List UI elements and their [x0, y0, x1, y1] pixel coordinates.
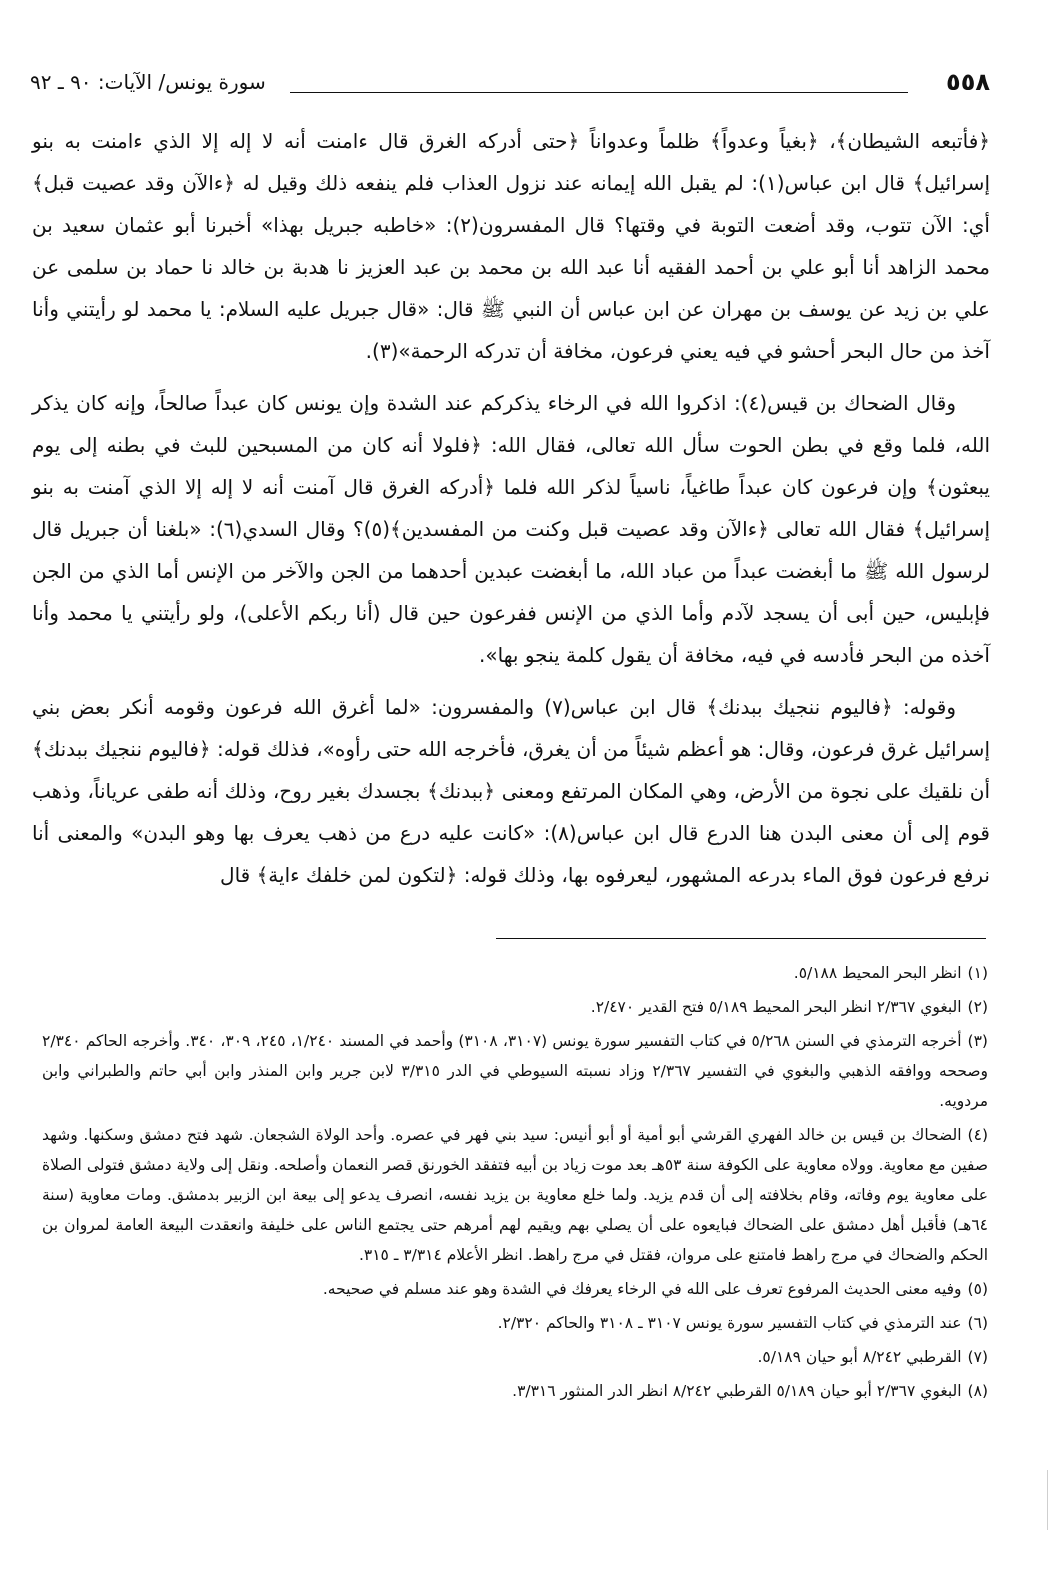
footnote: [42, 1120, 988, 1270]
footnote-number: (٥): [967, 1280, 988, 1298]
footnotes: [42, 958, 988, 1410]
main-text: [32, 120, 990, 906]
footnote-number: (٣): [967, 1032, 988, 1050]
footnote-number: (٦): [967, 1314, 988, 1332]
body-paragraph: ﴿فأتبعه الشيطان﴾، ﴿بغياً وعدواً﴾ ظلماً وعدواناً ﴿حتى أدركه الغرق قال ءامنت أنه لا إله إلا الذي ءامنت به بنو إسرائيل﴾ قال ابن عباس(١): لم يقبل الله إيمانه عند نزول العذاب فلم ينفعه ذلك وقيل له ﴿ءالآن وقد عصيت قبل﴾ أي: الآن تتوب، وقد أضعت التوبة في وقتها؟ قال المفسرون(٢): «خاطبه جبريل بهذا» أخبرنا أبو عثمان سعيد بن محمد الزاهد أنا أبو علي بن أحمد الفقيه أنا عبد الله بن محمد بن عبد العزيز نا هدبة بن خالد نا حماد بن سلمى عن علي بن زيد عن يوسف بن مهران عن ابن عباس أن النبي ﷺ قال: «قال جبريل عليه السلام: يا محمد لو رأيتني وأنا آخذ من حال البحر أحشو في فيه يعني فرعون، مخافة أن تدركه الرحمة»(٣).: [32, 129, 991, 363]
footnote: [42, 1342, 988, 1372]
footnote-text: الضحاك بن قيس بن خالد الفهري القرشي أبو أمية أو أبو أنيس: سيد بني فهر في عصره. وأحد الولاة الشجعان. شهد فتح دمشق وسكنها. وشهد صفين مع معاوية. وولاه معاوية على الكوفة سنة ٥٣هـ بعد موت زياد بن أبيه فتفقد الخورنق قصر النعمان وأصلحه. ونقل إلى ولاية دمشق فتولى الصلاة على معاوية يوم وفاته، وقام بخلافته إلى أن قدم يزيد. ولما خلع معاوية بن يزيد نفسه، انصرف يدعو إلى بيعة ابن الزبير بدمشق. ومات معاوية (سنة ٦٤هـ) فأقبل أهل دمشق على الضحاك فبايعوه على أن يصلي بهم ويقيم لهم أمرهم حتى يجتمع الناس على خليفة وانعقدت البيعة العامة لمروان بن الحكم والضحاك في مرج راهط فامتنع على مروان، فقتل في مرج راهط. انظر الأعلام ٣/٣١٤ ـ ٣١٥.: [42, 1126, 988, 1264]
footnote: [42, 1274, 988, 1304]
footnote-number: (٤): [967, 1126, 988, 1144]
footnote-text: القرطبي ٨/٢٤٢ أبو حيان ٥/١٨٩.: [757, 1348, 962, 1366]
footnote-text: أخرجه الترمذي في السنن ٥/٢٦٨ في كتاب التفسير سورة يونس (٣١٠٧، ٣١٠٨) وأحمد في المسند ١/٢٤٠، ٢٤٥، ٣٠٩، ٣٤٠. وأخرجه الحاكم ٢/٣٤٠ وصححه ووافقه الذهبي والبغوي في التفسير ٢/٣٦٧ وزاد نسبته السيوطي في الدر ٣/٣١٥ لابن جرير وابن المنذر وابن أبي حاتم والطبراني وابن مردويه.: [42, 1032, 988, 1110]
footnote: [42, 1308, 988, 1338]
page-header: [30, 62, 990, 106]
footnote-number: (١): [967, 964, 988, 982]
footnote-text: وفيه معنى الحديث المرفوع تعرف على الله في الرخاء يعرفك في الشدة وهو عند مسلم في صحيحه.: [322, 1280, 962, 1298]
footnote: [42, 958, 988, 988]
footnote-text: البغوي ٢/٣٦٧ أبو حيان ٥/١٨٩ القرطبي ٨/٢٤٢ انظر الدر المنثور ٣/٣١٦.: [512, 1382, 962, 1400]
footnote-number: (٢): [967, 998, 988, 1016]
page-number: ٥٥٨: [946, 68, 990, 96]
body-paragraph: وقال الضحاك بن قيس(٤): اذكروا الله في الرخاء يذكركم عند الشدة وإن يونس كان عبداً صالحاً، وإنه كان يذكر الله، فلما وقع في بطن الحوت سأل الله تعالى، فقال الله: ﴿فلولا أنه كان من المسبحين للبث في بطنه إلى يوم يبعثون﴾ وإن فرعون كان عبداً طاغياً، ناسياً لذكر الله فلما ﴿أدركه الغرق قال آمنت أنه لا إله إلا الذي آمنت به بنو إسرائيل﴾ فقال الله تعالى ﴿ءالآن وقد عصيت قبل وكنت من المفسدين﴾(٥)؟ وقال السدي(٦): «بلغنا أن جبريل قال لرسول الله ﷺ ما أبغضت عبداً من عباد الله، ما أبغضت عبدين أحدهما من الجن والآخر من الإنس أما الذي من الجن فإبليس، حين أبى أن يسجد لآدم وأما الذي من الإنس ففرعون حين قال (أنا ربكم الأعلى)، ولو رأيتني يا محمد وأنا آخذه من البحر فأدسه في فيه، مخافة أن يقول كلمة ينجو بها».: [32, 391, 990, 667]
footnote-number: (٧): [967, 1348, 988, 1366]
running-title: سورة يونس/ الآيات: ٩٠ ـ ٩٢: [30, 70, 266, 94]
footnote-text: انظر البحر المحيط ٥/١٨٨.: [793, 964, 962, 982]
body-paragraph: وقوله: ﴿فاليوم ننجيك ببدنك﴾ قال ابن عباس(٧) والمفسرون: «لما أغرق الله فرعون وقومه أنكر بعض بني إسرائيل غرق فرعون، وقال: هو أعظم شيئاً من أن يغرق، فأخرجه الله حتى رأوه»، فذلك قوله: ﴿فاليوم ننجيك ببدنك﴾ أن نلقيك على نجوة من الأرض، وهي المكان المرتفع ومعنى ﴿ببدنك﴾ بجسدك بغير روح، وذلك أنه طفى عرياناً، وذهب قوم إلى أن معنى البدن هنا الدرع قال ابن عباس(٨): «كانت عليه درع من ذهب يعرف بها وهو البدن» والمعنى أنا نرفع فرعون فوق الماء بدرعه المشهور، ليعرفوه بها، وذلك قوله: ﴿لتكون لمن خلفك ءاية﴾ قال: [32, 695, 990, 887]
footnote-text: عند الترمذي في كتاب التفسير سورة يونس ٣١٠٧ ـ ٣١٠٨ والحاكم ٢/٣٢٠.: [497, 1314, 962, 1332]
scan-edge-mark: [1047, 1470, 1048, 1530]
footnote: [42, 1026, 988, 1116]
footnote-number: (٨): [967, 1382, 988, 1400]
footnote-text: البغوي ٢/٣٦٧ انظر البحر المحيط ٥/١٨٩ فتح القدير ٢/٤٧٠.: [590, 998, 962, 1016]
footnote: [42, 992, 988, 1022]
header-rule: [290, 92, 908, 93]
footnote: [42, 1376, 988, 1406]
footnote-separator: [496, 938, 986, 939]
